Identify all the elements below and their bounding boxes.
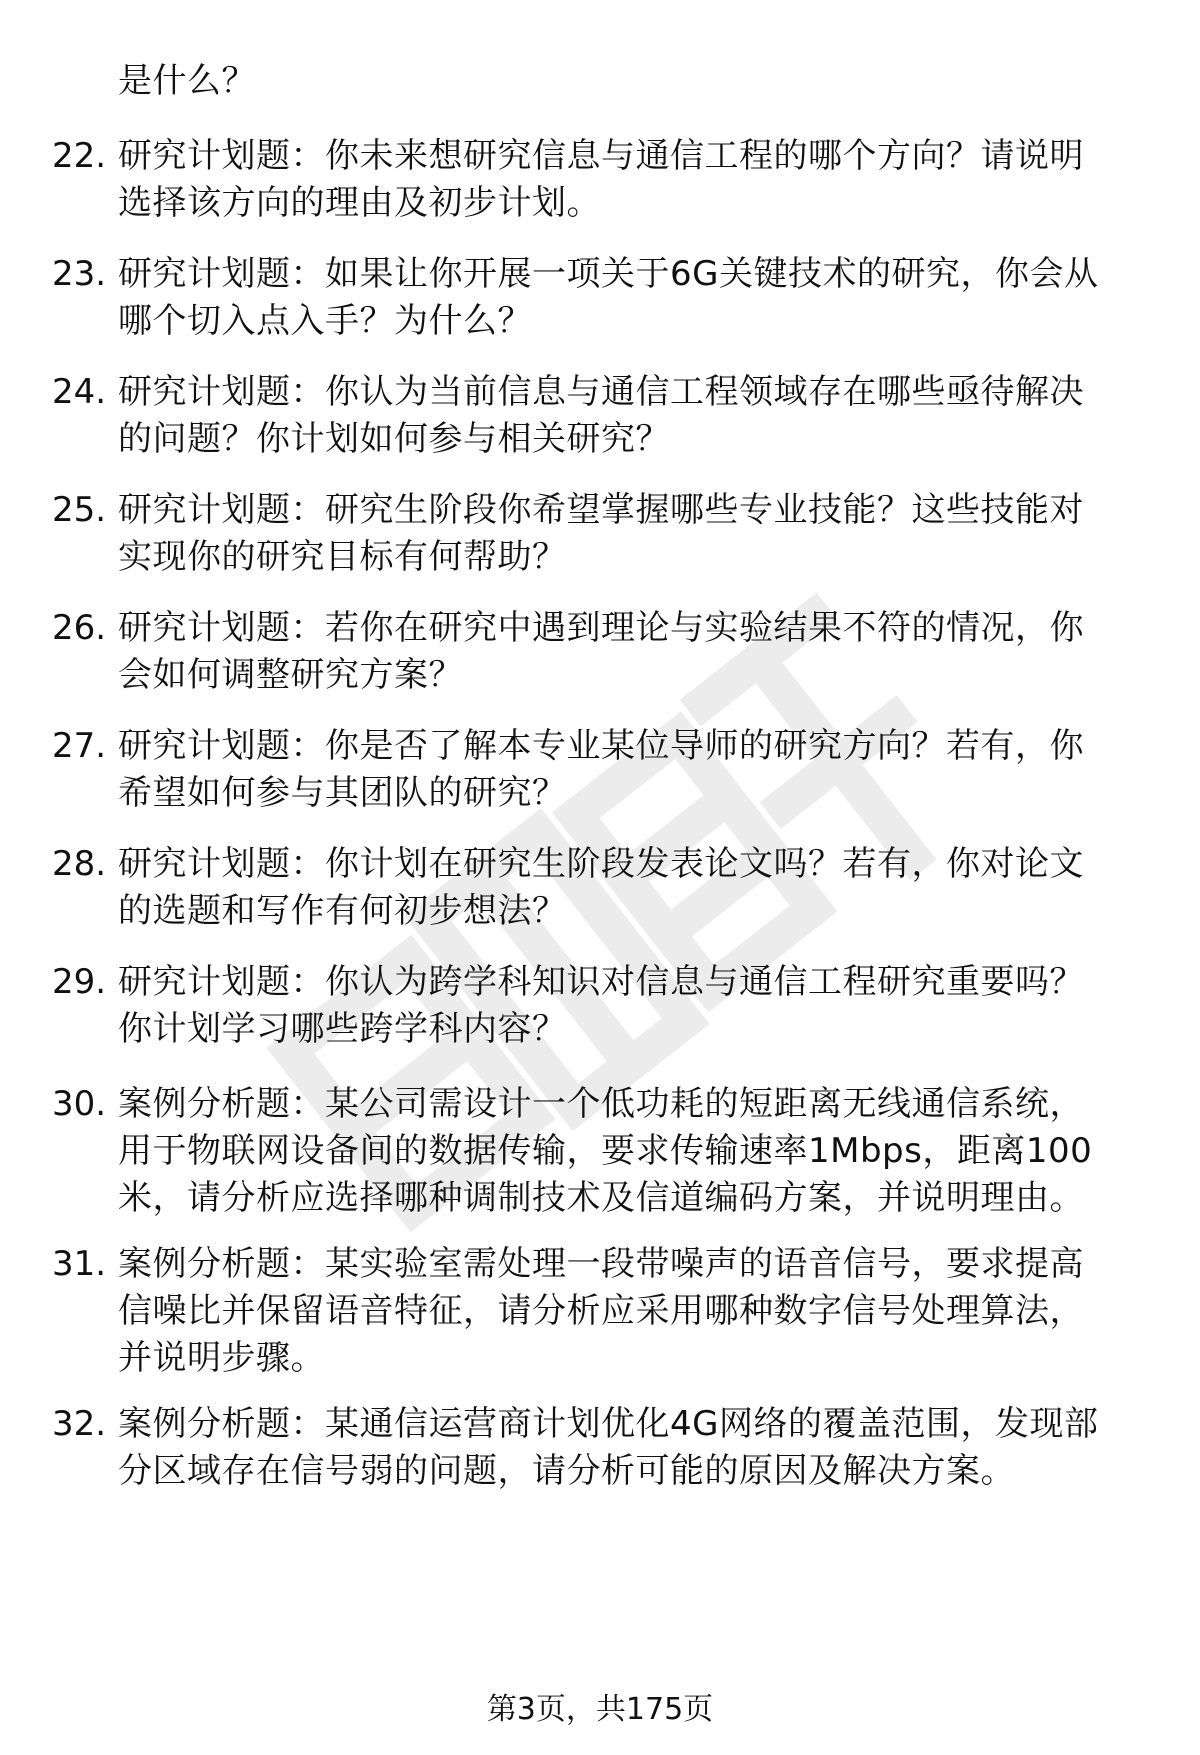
question-number: 25. (52, 490, 107, 530)
question-text-line: 研究计划题：你计划在研究生阶段发表论文吗？若有，你对论文 (118, 844, 1084, 884)
question-text-line: 用于物联网设备间的数据传输，要求传输速率1Mbps，距离100 (118, 1131, 1093, 1171)
question-number: 27. (52, 726, 107, 766)
question-text-line: 研究计划题：你是否了解本专业某位导师的研究方向？若有，你 (118, 726, 1084, 766)
question-number: 24. (52, 372, 107, 412)
question-text-line: 研究计划题：若你在研究中遇到理论与实验结果不符的情况，你 (118, 608, 1084, 648)
question-text-line: 并说明步骤。 (118, 1338, 325, 1378)
question-text-line: 案例分析题：某实验室需处理一段带噪声的语音信号，要求提高 (118, 1244, 1084, 1284)
question-text-line: 实现你的研究目标有何帮助？ (118, 537, 567, 577)
question-text-line: 案例分析题：某通信运营商计划优化4G网络的覆盖范围，发现部 (118, 1404, 1099, 1444)
question-text-line: 研究计划题：如果让你开展一项关于6G关键技术的研究，你会从 (118, 254, 1099, 294)
question-text-line: 研究计划题：你认为跨学科知识对信息与通信工程研究重要吗？ (118, 962, 1084, 1002)
question-text-line: 选择该方向的理由及初步计划。 (118, 183, 601, 223)
question-number: 29. (52, 962, 107, 1002)
question-number: 31. (52, 1244, 107, 1284)
question-text-line: 分区域存在信号弱的问题，请分析可能的原因及解决方案。 (118, 1451, 1015, 1491)
question-text-line: 研究计划题：你未来想研究信息与通信工程的哪个方向？请说明 (118, 136, 1084, 176)
question-text-line: 信噪比并保留语音特征，请分析应采用哪种数字信号处理算法， (118, 1291, 1084, 1331)
question-number: 30. (52, 1084, 107, 1124)
question-text-line: 的选题和写作有何初步想法？ (118, 891, 567, 931)
question-number: 32. (52, 1404, 107, 1444)
question-text-line: 你计划学习哪些跨学科内容？ (118, 1009, 567, 1049)
page-footer: 第3页，共175页 (486, 1692, 714, 1727)
question-number: 22. (52, 136, 107, 176)
question-number: 28. (52, 844, 107, 884)
question-text-line: 米，请分析应选择哪种调制技术及信道编码方案，并说明理由。 (118, 1178, 1084, 1218)
question-text-line: 会如何调整研究方案？ (118, 655, 463, 695)
question-text-line: 研究计划题：研究生阶段你希望掌握哪些专业技能？这些技能对 (118, 490, 1084, 530)
question-text-line: 案例分析题：某公司需设计一个低功耗的短距离无线通信系统， (118, 1084, 1084, 1124)
question-text-line: 哪个切入点入手？为什么？ (118, 301, 532, 341)
question-number: 26. (52, 608, 107, 648)
question-text-line: 的问题？你计划如何参与相关研究？ (118, 419, 670, 459)
question-text-line: 希望如何参与其团队的研究？ (118, 773, 567, 813)
continuation-line: 是什么？ (118, 61, 256, 101)
question-number: 23. (52, 254, 107, 294)
question-text-line: 研究计划题：你认为当前信息与通信工程领域存在哪些亟待解决 (118, 372, 1084, 412)
